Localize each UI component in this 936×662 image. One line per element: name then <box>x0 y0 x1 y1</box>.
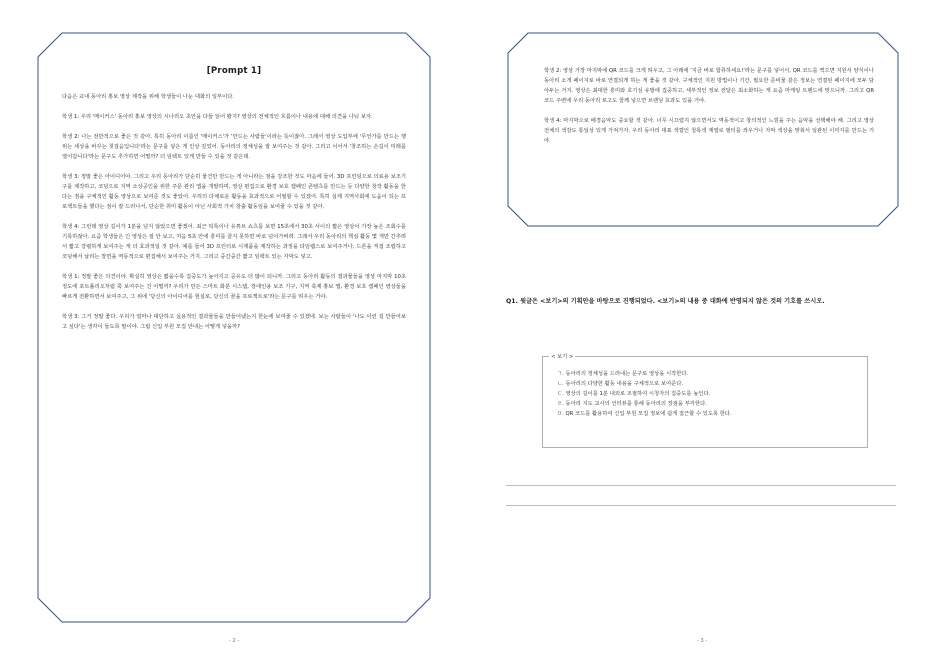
bogi-item: ㅁ. QR 코드를 활용하여 신입 부원 모집 정보에 쉽게 접근할 수 있도록 한다. <box>557 411 732 417</box>
prompt-title: [Prompt 1] <box>206 66 262 76</box>
dialogue-paragraph: 학생 4: 그런데 영상 길이가 1분을 넘지 않았으면 좋겠어. 최근 틱톡이나 유튜브 쇼츠를 보면 15초에서 30초 사이의 짧은 영상이 가장 높은 조회수를 기록하잖아. 요즘 학생들은 긴 영상은 잘 안 보고, 처음 5초 안에 흥미를 끌지 못하면 바로 넘어가버려. 그래서 우리 동아리의 핵심 활동 몇 개만 간추려서 짧고 강렬하게 보여주는 게 더 효과적일 것 같아. 예를 들어 3D 프린터로 시제품을 제작하는 과정을 타임랩스로 보여주거나, 드론을 직접 조립하고 코딩해서 날리는 장면을 역동적으로 편집해서 보여주는 거지. 그리고 중간중간 짧고 임팩트 있는 자막도 넣고. <box>62 224 406 260</box>
page-number: - 2 - <box>228 638 240 644</box>
dialogue-paragraph: 학생 4: 마지막으로 배경음악도 중요할 것 같아. 너무 시끄럽지 않으면서도 역동적이고 창의적인 느낌을 주는 음악을 선택해야 해. 그리고 영상 전체의 색감도 통일성 있게 가져가자. 우리 동아리 대표 색깔인 청록색 계열로 필터를 씌우거나 자막 색상을 맞춰서 일관된 이미지를 만드는 거야. <box>544 118 874 144</box>
question-text: Q1. 윗글은 <보기>의 기획안을 바탕으로 진행되었다. <보기>의 내용 중 대화에 반영되지 않은 것의 기호를 쓰시오. <box>506 298 825 305</box>
dialogue-paragraph: 학생 2: 영상 가장 마지막에 QR 코드를 크게 띄우고, 그 아래에 '지금 바로 합류하세요!'라는 문구를 넣어서, QR 코드를 찍으면 지원서 양식이나 동아리 소개 페이지로 바로 연결되게 하는 게 좋을 것 같아. 구체적인 지원 방법이나 기간, 필요한 준비물 같은 정보는 연결된 페이지에 모두 담아두는 거지. 영상은 최대한 흥미와 호기심 유발에 집중하고, 세부적인 정보 전달은 최소화하는 게 요즘 마케팅 트렌드에 맞으니까. 그리고 QR 코드 주변에 우리 동아리 로고도 함께 넣으면 브랜딩 효과도 있을 거야. <box>544 68 874 104</box>
bogi-item: ㄱ. 동아리의 정체성을 드러내는 문구로 영상을 시작한다. <box>557 371 689 377</box>
bogi-item: ㄷ. 영상의 길이를 1분 내외로 조절하여 시청자의 집중도를 높인다. <box>557 391 711 397</box>
intro-text: 다음은 교내 동아리 홍보 영상 제작을 위해 학생들이 나눈 대화의 일부이다. <box>62 94 235 100</box>
bogi-item: ㄹ. 동아리 지도 교사의 인터뷰를 통해 동아리의 장점을 부각한다. <box>557 401 707 407</box>
bogi-item: ㄴ. 동아리의 다양한 활동 내용을 구체적으로 보여준다. <box>557 381 684 387</box>
bogi-box <box>542 356 868 448</box>
right-page-continued-dialogue <box>544 66 874 196</box>
dialogue-paragraph: 학생 2: 나는 전반적으로 좋은 것 같아. 특히 동아리 이름인 '메이커스'가 '만드는 사람들'이라는 뜻이잖아. 그래서 영상 도입부에 '무언가를 만드는 행위는 세상을 바꾸는 첫걸음입니다'라는 문구를 넣은 게 인상 깊었어. 동아리의 정체성을 잘 보여주는 것 같아. 그리고 이어서 '창조하는 손길이 미래를 열어갑니다'라는 문구도 추가하면 어떨까? 더 임팩트 있게 만들 수 있을 것 같은데. <box>62 134 406 160</box>
left-page-body <box>62 62 406 602</box>
dialogue-paragraph: 학생 3: 정말 좋은 아이디어야. 그리고 우리 동아리가 단순히 물건만 만드는 게 아니라는 점을 강조한 것도 마음에 들어. 3D 프린팅으로 의료용 보조기구를 제작하고, 코딩으로 지역 소상공인을 위한 주문 관리 앱을 개발하며, 영상 편집으로 환경 보호 캠페인 콘텐츠를 만드는 등 다양한 창작 활동을 한다는 점을 구체적인 활동 영상으로 보여준 것도 좋았어. 우리의 다채로운 활동을 효과적으로 어필할 수 있겠어. 특히 실제 지역사회에 도움이 되는 프로젝트들을 했다는 점이 잘 드러나서, 단순한 취미 활동이 아닌 사회적 가치 창출 활동임을 보여줄 수 있을 것 같아. <box>62 174 406 210</box>
dialogue-paragraph: 학생 3: 그거 정말 좋다. 우리가 얼마나 대단하고 실용적인 결과물들을 만들어냈는지 한눈에 보여줄 수 있겠네. 보는 사람들이 '나도 이런 걸 만들어보고 싶다'는 생각이 들도록 말이야. 그럼 신입 부원 모집 안내는 어떻게 넣을까? <box>62 314 406 330</box>
answer-line <box>506 505 896 506</box>
page-3 <box>468 0 936 662</box>
dialogue-paragraph: 학생 1: 우리 '메이커스' 동아리 홍보 영상의 시나리오 초안을 다들 읽어 봤지? 영상의 전체적인 흐름이나 내용에 대해 의견을 나눠 보자. <box>62 114 373 120</box>
bogi-list <box>557 369 732 419</box>
answer-line <box>506 485 896 486</box>
page-number: - 3 - <box>696 638 708 644</box>
bogi-label: < 보기 > <box>551 354 574 360</box>
dialogue-paragraph: 학생 1: 정말 좋은 의견이야. 확실히 영상은 짧을수록 집중도가 높아지고 공유도 더 많이 되니까. 그리고 동아리 활동의 결과물들을 영상 마지막 10초 정도에 포트폴리오처럼 쭉 보여주는 건 어떨까? 우리가 만든 스마트 화분 시스템, 장애인용 보조 기구, 지역 축제 홍보 앱, 환경 보호 캠페인 영상들을 빠르게 전환하면서 보여주고, 그 위에 '당신의 아이디어를 현실로, 당신의 꿈을 프로젝트로'라는 문구를 띄우는 거야. <box>62 274 406 300</box>
